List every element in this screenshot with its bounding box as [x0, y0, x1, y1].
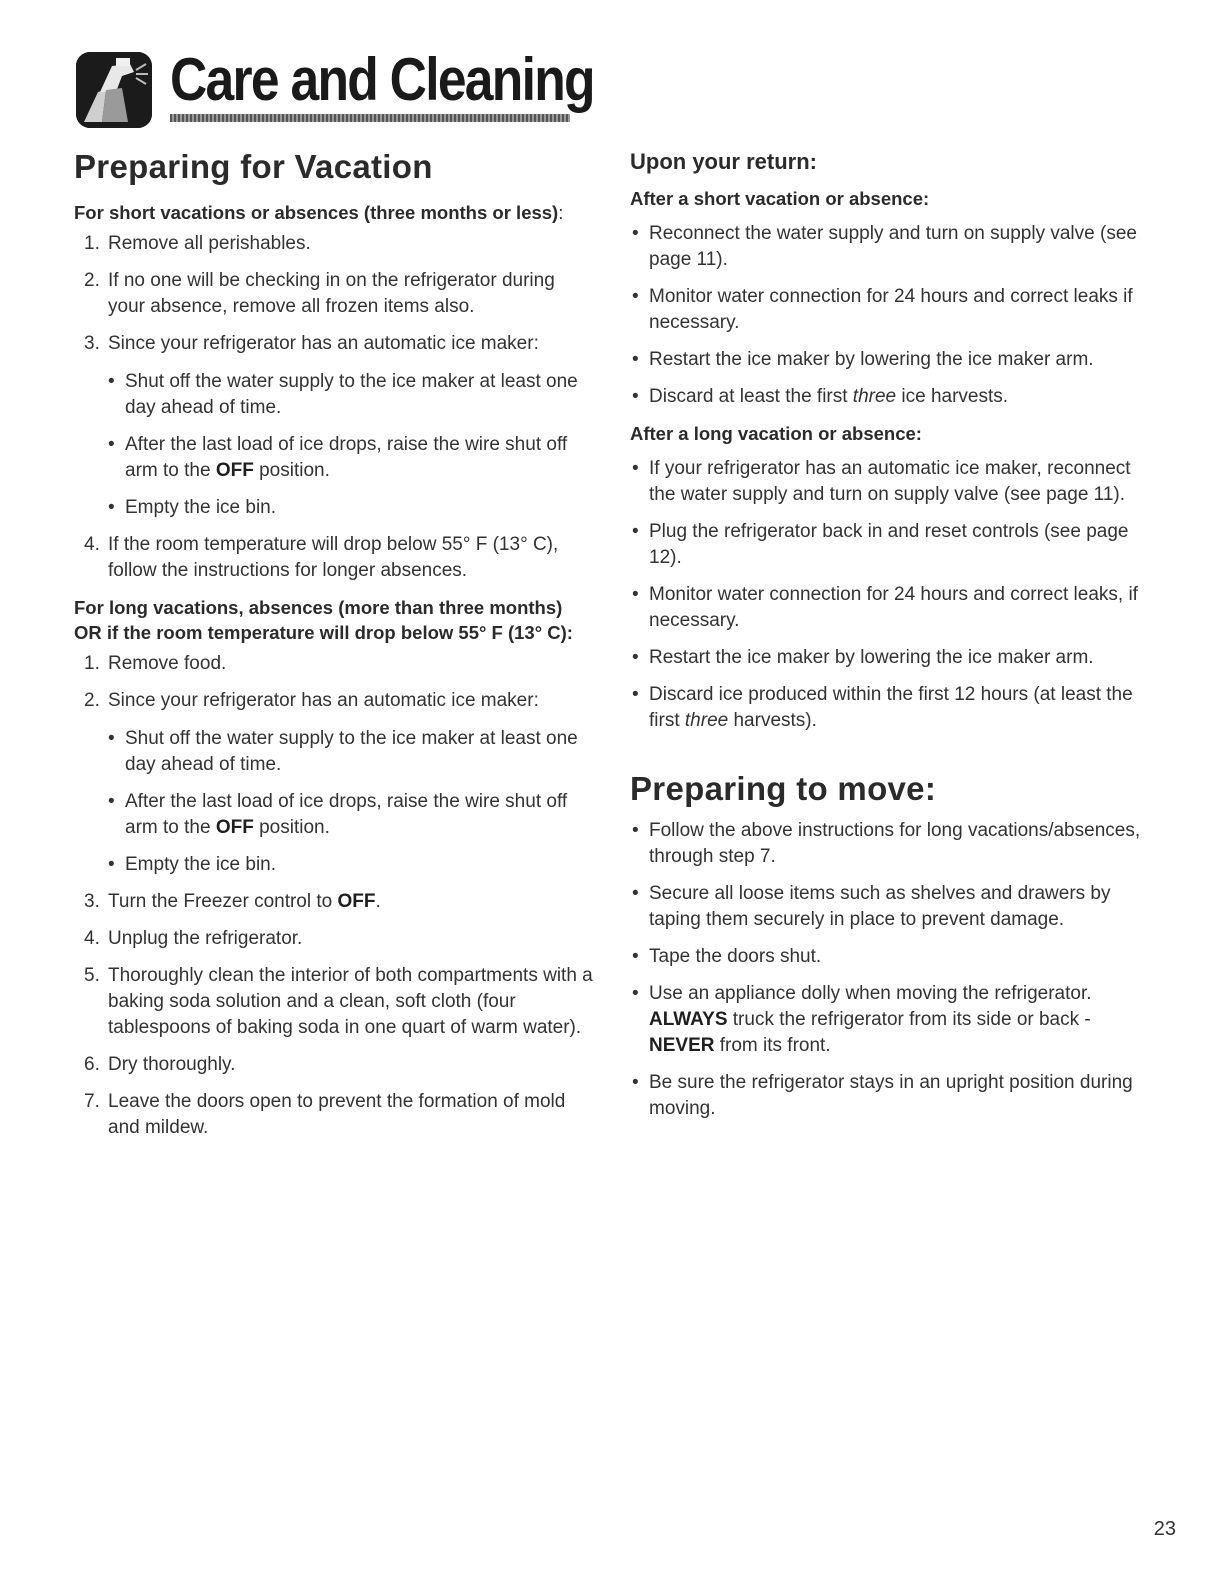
- short-vacation-steps: [74, 231, 594, 584]
- list-item: • Be sure the refrigerator stays in an upright position during moving.: [632, 1072, 1133, 1119]
- list-item: • After the last load of ice drops, raise the wire shut off arm to the OFF position.: [108, 791, 568, 838]
- long-vacation-steps: [74, 651, 594, 1141]
- short-return-heading: After a short vacation or absence:: [630, 188, 930, 209]
- list-item: 3. Turn the Freezer control to OFF.: [84, 891, 381, 912]
- list-item: • Use an appliance dolly when moving the refrigerator. ALWAYS truck the refrigerator from its side or back - NEVER from its front.: [632, 983, 1092, 1056]
- list-item: • Empty the ice bin.: [108, 497, 277, 518]
- list-item: • Secure all loose items such as shelves and drawers by taping them securely in place to prevent damage.: [632, 883, 1111, 930]
- list-item: • Empty the ice bin.: [108, 854, 277, 875]
- list-item: 5. Thoroughly clean the interior of both compartments with a baking soda solution and a clean, soft cloth (four tablespoons of baking soda in one quart of warm water).: [84, 965, 593, 1038]
- list-item: 3. Since your refrigerator has an automatic ice maker: • Shut off the water supply to the ice maker at least one day ahead of time. • After the last load of ice drops, raise the wire shut off arm to the OFF position. • Empty the ice bin.: [74, 331, 594, 521]
- list-item: 1. Remove food.: [84, 653, 227, 674]
- list-item: 2. If no one will be checking in on the refrigerator during your absence, remove all frozen items also.: [84, 270, 555, 317]
- move-heading: Preparing to move:: [630, 770, 937, 807]
- list-item: 7. Leave the doors open to prevent the formation of mold and mildew.: [84, 1091, 566, 1138]
- list-item: • If your refrigerator has an automatic ice maker, reconnect the water supply and turn on supply valve (see page 11).: [632, 458, 1131, 505]
- list-item: 1. Remove all perishables.: [84, 233, 311, 254]
- list-item: 4. If the room temperature will drop below 55° F (13° C), follow the instructions for longer absences.: [84, 534, 559, 581]
- list-item: • Discard ice produced within the first 12 hours (at least the first three harvests).: [632, 684, 1133, 731]
- list-item: • Reconnect the water supply and turn on supply valve (see page 11).: [632, 223, 1137, 270]
- list-item: • Restart the ice maker by lowering the ice maker arm.: [632, 349, 1094, 370]
- move-list: [630, 818, 1160, 1122]
- page-number: 23: [1153, 1518, 1176, 1540]
- short-vacation-heading: For short vacations or absences (three months or less):: [74, 202, 564, 223]
- list-item: • Monitor water connection for 24 hours and correct leaks, if necessary.: [632, 584, 1138, 631]
- long-return-heading: After a long vacation or absence:: [630, 423, 922, 444]
- short-return-list: [630, 221, 1160, 410]
- list-item: • Follow the above instructions for long vacations/absences, through step 7.: [632, 820, 1141, 867]
- list-item: • Shut off the water supply to the ice maker at least one day ahead of time.: [108, 728, 578, 775]
- list-item: 2. Since your refrigerator has an automatic ice maker: • Shut off the water supply to the ice maker at least one day ahead of time. • After the last load of ice drops, raise the wire shut off arm to the OFF position. • Empty the ice bin.: [74, 688, 594, 878]
- vacation-heading: Preparing for Vacation: [74, 148, 433, 185]
- ice-maker-substeps: [108, 726, 594, 878]
- list-item: • Tape the doors shut.: [632, 946, 822, 967]
- list-item: • Shut off the water supply to the ice maker at least one day ahead of time.: [108, 371, 578, 418]
- long-vacation-heading: For long vacations, absences (more than three months) OR if the room temperature will drop below 55° F (13° C):: [74, 597, 573, 643]
- long-return-list: [630, 456, 1160, 734]
- ice-maker-substeps: [108, 369, 594, 521]
- page-header: [76, 44, 594, 134]
- return-heading: Upon your return:: [630, 149, 817, 174]
- list-item: • Discard at least the first three ice harvests.: [632, 386, 1009, 407]
- spray-bottle-icon: [76, 52, 152, 128]
- page-title: Care and Cleaning: [170, 46, 594, 113]
- right-column: [630, 148, 1160, 1133]
- list-item: 6. Dry thoroughly.: [84, 1054, 236, 1075]
- title-underline: [170, 114, 570, 122]
- list-item: 4. Unplug the refrigerator.: [84, 928, 303, 949]
- list-item: • Monitor water connection for 24 hours and correct leaks if necessary.: [632, 286, 1133, 333]
- list-item: • After the last load of ice drops, raise the wire shut off arm to the OFF position.: [108, 434, 568, 481]
- left-column: [74, 148, 594, 1152]
- list-item: • Restart the ice maker by lowering the ice maker arm.: [632, 647, 1094, 668]
- list-item: • Plug the refrigerator back in and reset controls (see page 12).: [632, 521, 1129, 568]
